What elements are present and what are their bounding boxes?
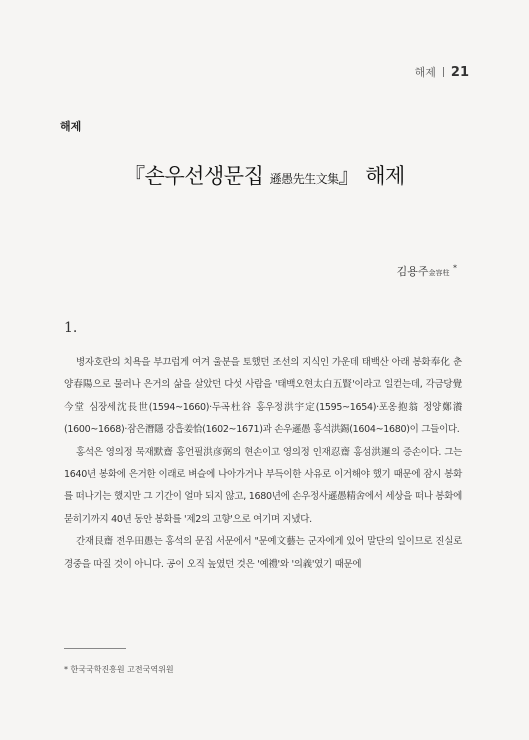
paragraph: 홍석은 영의정 묵재默齋 홍언필洪彦弼의 현손이고 영의정 인재忍齋 홍섬洪暹의 증손이다. 그는 1640년 봉화에 은거한 이래로 벼슬에 나아가거나 부득이한 사유로 이거해야 했기 때문에 잠시 봉화를 떠나기는 했지만 그 기간이 얼마 되지 않고, 1680년에 손우정사遜愚精舍에서 세상을 떠나 봉화에 묻히기까지 40년 동안 봉화를 '제2의 고향'으로 여기며 지냈다.	[64, 446, 462, 525]
author-line	[397, 263, 457, 279]
running-head-divider	[443, 67, 444, 77]
author-name: 김용주	[396, 265, 429, 278]
section-number: 1.	[64, 320, 78, 336]
paragraph: 간재艮齋 전우田愚는 홍석의 문집 서문에서 "문예文藝는 군자에게 있어 말단의 일이므로 진실로 경중을 따질 것이 아니다. 공이 오직 높였던 것은 '예禮'와 '의義'였기 때문에	[64, 536, 462, 570]
running-head	[415, 64, 469, 80]
footnote: * 한국국학진흥원 고전국역위원	[64, 665, 174, 674]
footnote-divider	[64, 648, 126, 649]
running-head-section: 해제	[414, 66, 436, 79]
title-close-bracket: 』	[338, 164, 360, 188]
title-korean: 손우선생문집	[144, 164, 264, 188]
author-footnote-mark: *	[453, 263, 457, 273]
title-suffix: 해제	[365, 164, 405, 188]
paragraph: 병자호란의 치욕을 부끄럽게 여겨 울분을 토했던 조선의 지식인 가운데 태백산 아래 봉화奉化 춘양春陽으로 물러나 은거의 삶을 살았던 다섯 사람을 '태백오현太白五賢'이라고 일컫는데, 각금당覺今堂 심장세沈長世(1594~1660)·두곡杜谷 홍우정洪宇定(1595~1654)·포옹抱翁 정양鄭瀁(1600~1668)·잠은潛隱 강흡姜恰(1602~1671)과 손우遜愚 홍석洪錫(1604~1680)이 그들이다.	[64, 357, 462, 436]
page-title	[0, 160, 529, 190]
body-text	[64, 352, 462, 576]
section-label: 해제	[60, 120, 82, 133]
author-hanja: 金容柱	[428, 269, 450, 277]
page-number: 21	[450, 64, 469, 80]
title-hanja: 遜愚先生文集	[269, 172, 339, 186]
title-open-bracket: 『	[124, 164, 145, 188]
